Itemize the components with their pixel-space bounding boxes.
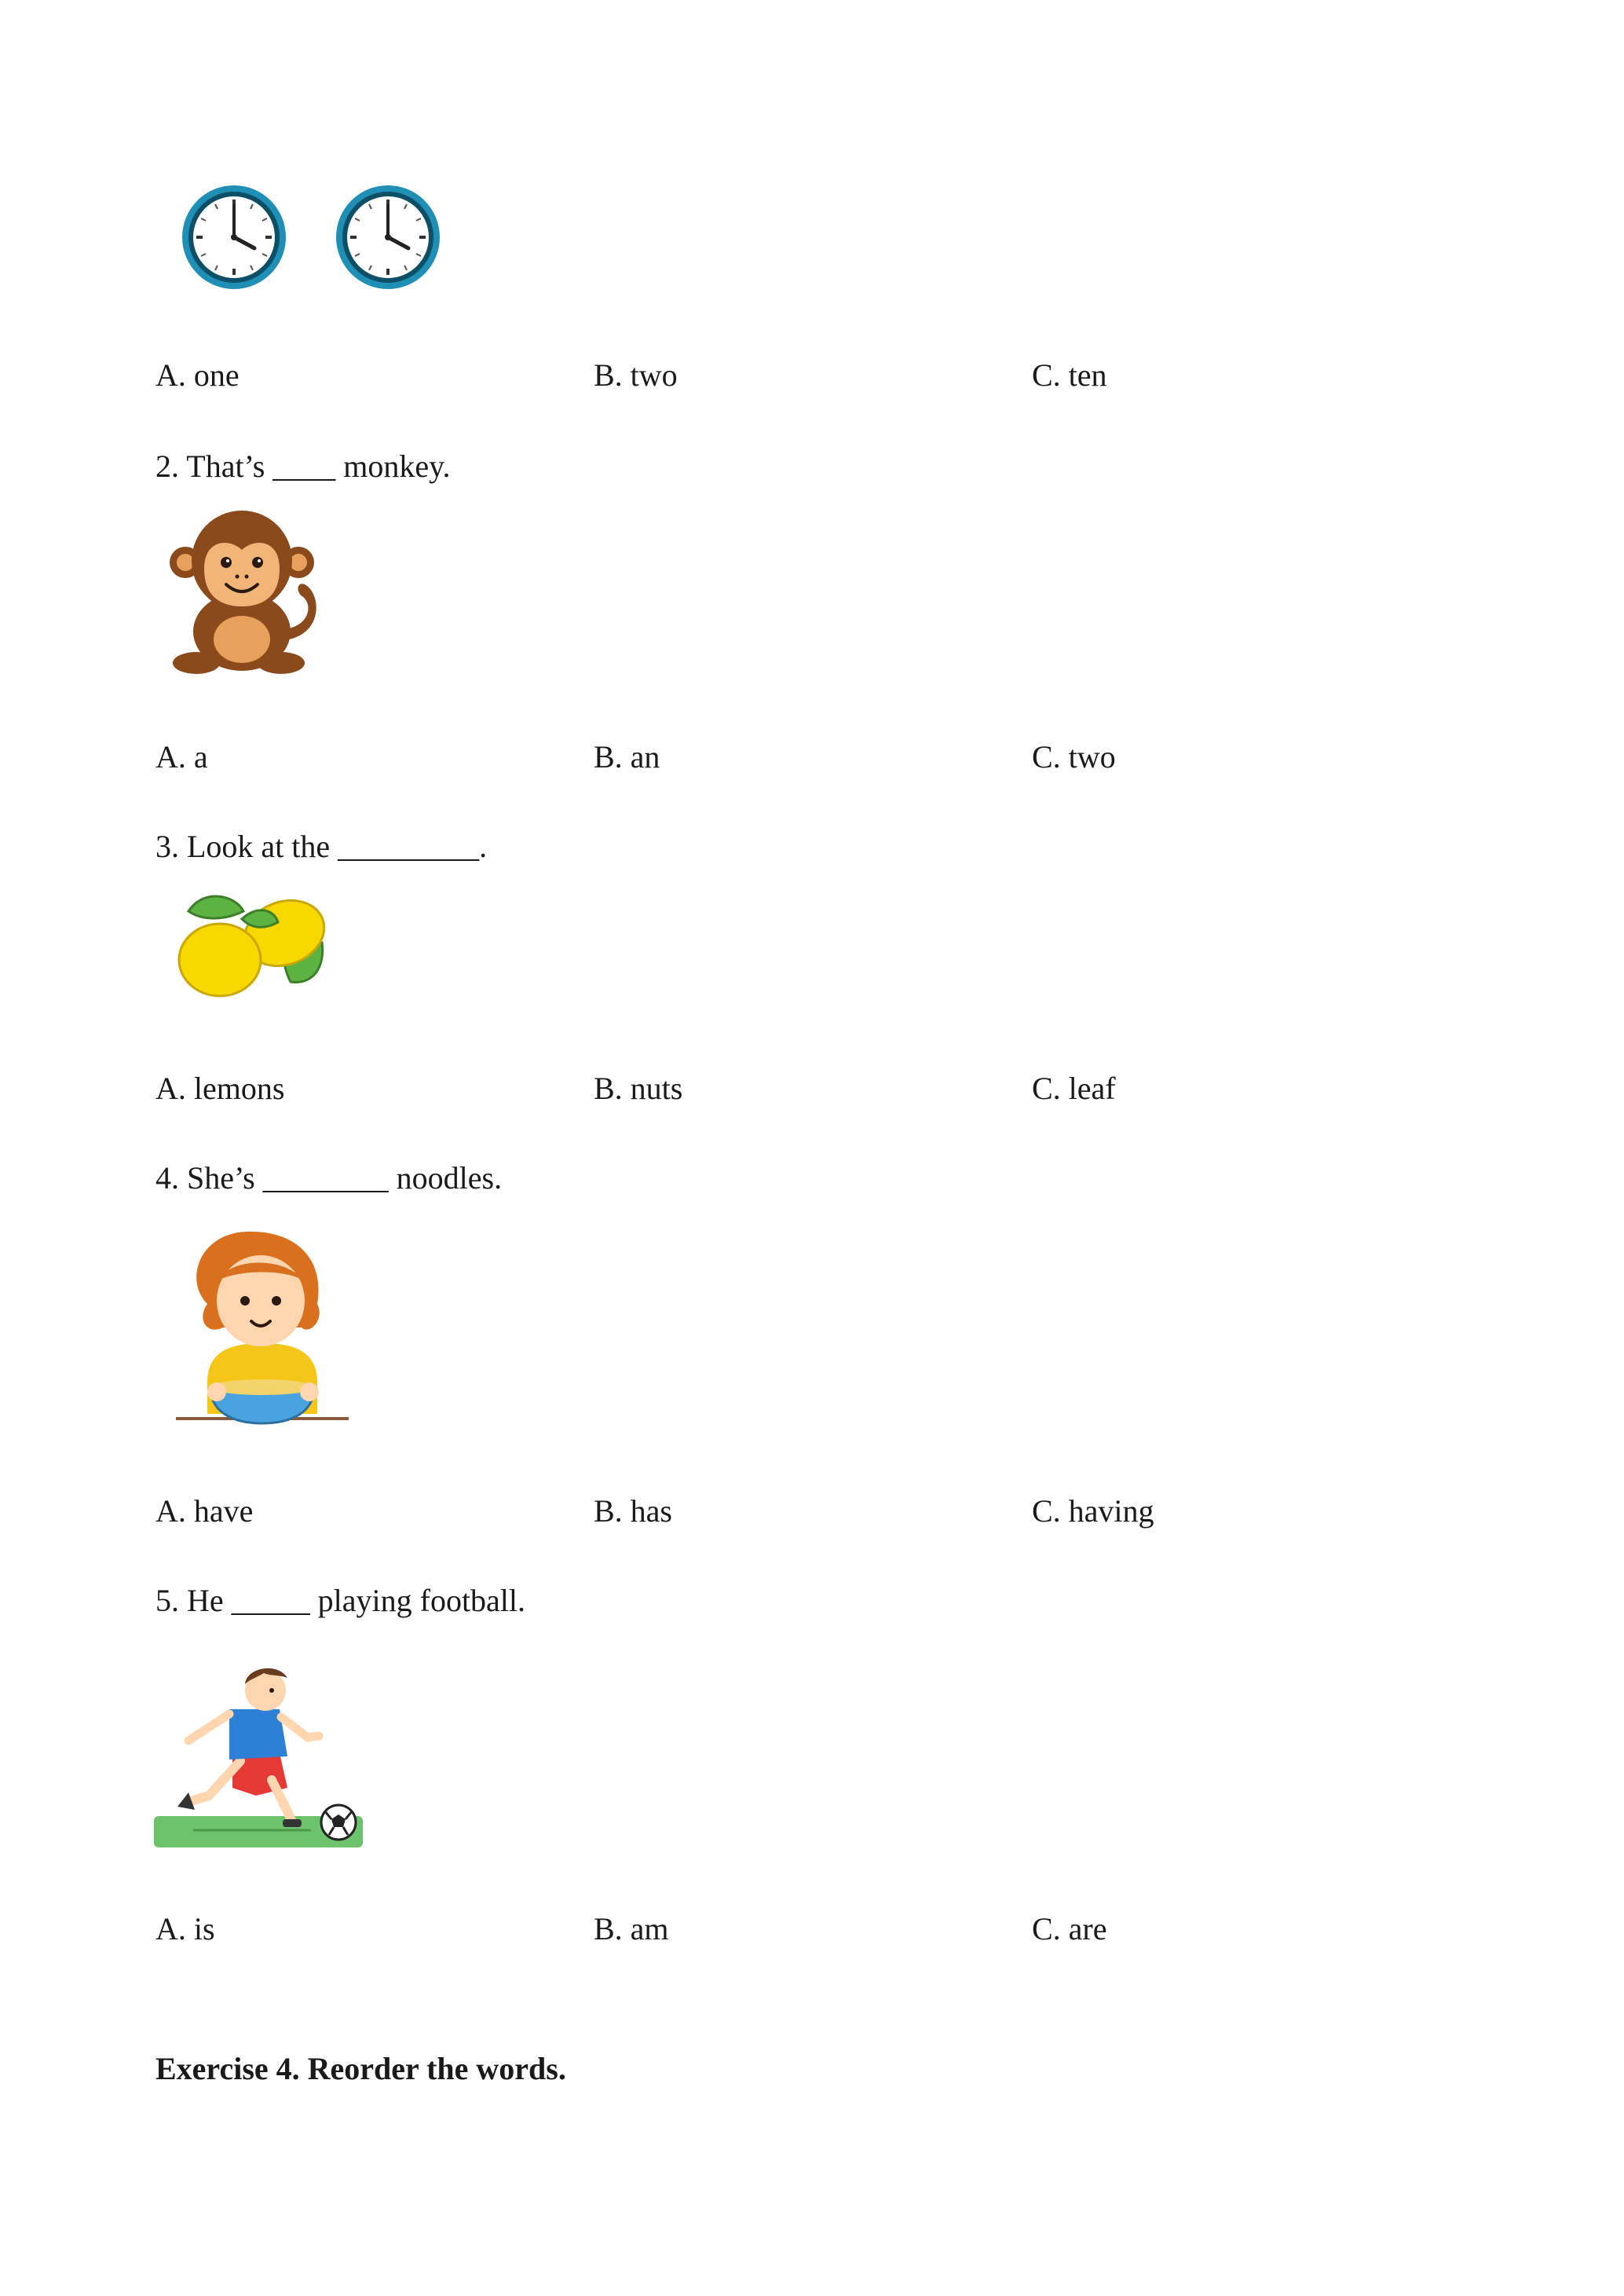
option-a: A. a bbox=[155, 739, 208, 774]
option-b: B. an bbox=[594, 739, 660, 774]
monkey-icon bbox=[163, 506, 328, 679]
option-b: B. am bbox=[594, 1911, 669, 1946]
option-c: C. leaf bbox=[1032, 1071, 1116, 1106]
lemons-picture bbox=[173, 888, 330, 1005]
football-picture bbox=[154, 1662, 366, 1851]
question-prompt: 2. That’s ____ monkey. bbox=[155, 449, 451, 484]
option-c: C. two bbox=[1032, 739, 1116, 774]
girl-noodles-picture bbox=[176, 1225, 349, 1430]
option-c: C. ten bbox=[1032, 357, 1107, 393]
option-a: A. one bbox=[155, 357, 240, 393]
boy-football-icon bbox=[154, 1662, 366, 1851]
exercise-4-heading: Exercise 4. Reorder the words. bbox=[155, 2051, 566, 2086]
question-prompt: 3. Look at the _________. bbox=[155, 829, 488, 864]
option-c: C. having bbox=[1032, 1493, 1154, 1529]
clock-icon bbox=[336, 185, 440, 289]
lemon-icon bbox=[173, 888, 330, 1005]
option-a: A. have bbox=[155, 1493, 254, 1529]
girl-eating-icon bbox=[176, 1225, 349, 1430]
clock-picture bbox=[179, 182, 462, 292]
option-b: B. nuts bbox=[594, 1071, 683, 1106]
clock-icon bbox=[182, 185, 286, 289]
option-b: B. has bbox=[594, 1493, 672, 1529]
question-prompt: 5. He _____ playing football. bbox=[155, 1583, 526, 1618]
option-a: A. lemons bbox=[155, 1071, 285, 1106]
option-a: A. is bbox=[155, 1911, 215, 1946]
question-prompt: 4. She’s ________ noodles. bbox=[155, 1160, 503, 1196]
monkey-picture bbox=[163, 506, 328, 679]
option-b: B. two bbox=[594, 357, 678, 393]
option-c: C. are bbox=[1032, 1911, 1107, 1946]
